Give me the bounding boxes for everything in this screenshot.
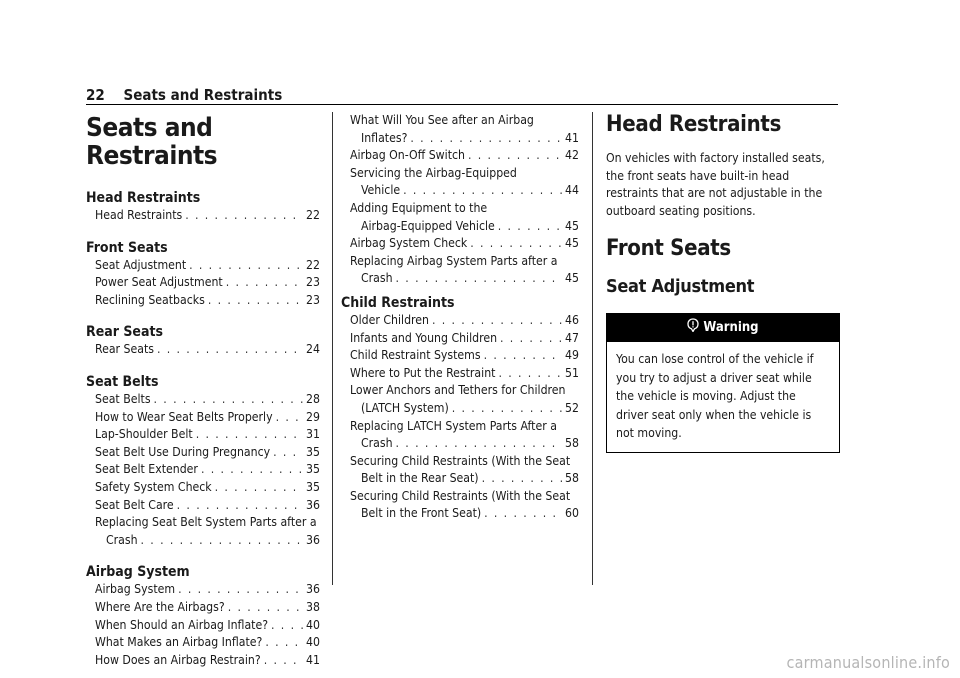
toc-entry-line bbox=[95, 391, 320, 409]
toc-entry-title-line: Lower Anchors and Tethers for Children bbox=[350, 383, 566, 398]
toc-entry-title: Inflates? bbox=[361, 130, 408, 145]
toc-entry-page: 60 bbox=[565, 506, 579, 521]
column-divider bbox=[592, 112, 593, 585]
toc-entry[interactable] bbox=[341, 365, 579, 383]
toc-entry[interactable] bbox=[86, 634, 320, 652]
toc-entry[interactable] bbox=[86, 341, 320, 359]
toc-entry-page: 45 bbox=[565, 271, 579, 286]
toc-leader-dots bbox=[228, 599, 303, 617]
toc-entry-line bbox=[95, 292, 320, 310]
toc-entry[interactable] bbox=[86, 581, 320, 599]
toc-leader-dots bbox=[265, 634, 303, 652]
toc-entry-line bbox=[350, 347, 579, 365]
toc-entry-title-line: What Will You See after an Airbag bbox=[350, 113, 534, 127]
toc-entry-page: 44 bbox=[565, 183, 579, 198]
toc-entry-page: 58 bbox=[565, 471, 579, 486]
toc-entry-line bbox=[95, 634, 320, 652]
page-number: 22 bbox=[86, 86, 105, 104]
toc-entry-line bbox=[350, 235, 579, 253]
toc-leader-dots bbox=[154, 391, 304, 409]
toc-section-heading: Airbag System bbox=[86, 564, 190, 581]
toc-entry-title: Belt in the Front Seat) bbox=[361, 506, 482, 521]
toc-leader-dots bbox=[410, 130, 562, 148]
toc-entry-line bbox=[350, 130, 579, 148]
toc-entry[interactable] bbox=[341, 488, 579, 523]
content-column bbox=[606, 112, 840, 453]
toc-entry[interactable] bbox=[86, 257, 320, 275]
toc-entry[interactable] bbox=[86, 497, 320, 515]
toc-entry[interactable] bbox=[86, 652, 320, 670]
toc-entry-title: Seat Belt Use During Pregnancy bbox=[95, 444, 271, 459]
toc-entry-page: 28 bbox=[306, 391, 320, 406]
toc-leader-dots bbox=[500, 330, 562, 348]
toc-entry-page: 22 bbox=[306, 208, 320, 222]
page-header bbox=[86, 86, 282, 104]
toc-entry-line bbox=[350, 470, 579, 488]
toc-entry-line bbox=[95, 426, 320, 444]
warning-label: Warning bbox=[703, 320, 759, 336]
toc-entry[interactable] bbox=[341, 165, 579, 200]
toc-entry-page: 24 bbox=[306, 342, 320, 357]
toc-leader-dots bbox=[196, 426, 303, 444]
toc-entry[interactable] bbox=[86, 274, 320, 292]
toc-leader-dots bbox=[498, 218, 562, 236]
toc-entries bbox=[341, 112, 579, 288]
toc-entry[interactable] bbox=[341, 330, 579, 348]
toc-leader-dots bbox=[177, 497, 303, 515]
toc-entry-title: Airbag On-Off Switch bbox=[350, 148, 465, 163]
toc-entry-line bbox=[350, 312, 579, 330]
watermark: carmanualsonline.info bbox=[786, 653, 950, 672]
toc-entry-title-line: Securing Child Restraints (With the Seat bbox=[350, 488, 571, 503]
toc-entry-page: 35 bbox=[306, 444, 320, 459]
toc-entry[interactable] bbox=[341, 312, 579, 330]
toc-entry-title: Airbag System Check bbox=[350, 236, 468, 251]
toc-entry-title: Rear Seats bbox=[95, 342, 154, 357]
toc-entry-title: Seat Belts bbox=[95, 391, 151, 406]
toc-entry-page: 46 bbox=[565, 312, 579, 327]
toc-leader-dots bbox=[396, 435, 563, 453]
toc-entry-title-line: Adding Equipment to the bbox=[350, 200, 488, 215]
toc-entry-page: 58 bbox=[565, 436, 579, 451]
toc-section-heading: Front Seats bbox=[86, 239, 168, 256]
toc-leader-dots bbox=[178, 581, 303, 599]
toc-entry-title: Child Restraint Systems bbox=[350, 348, 481, 363]
toc-leader-dots bbox=[468, 147, 562, 165]
toc-leader-dots bbox=[141, 532, 304, 550]
toc-entry-title: Where to Put the Restraint bbox=[350, 365, 496, 380]
toc-leader-dots bbox=[189, 257, 303, 275]
toc-entry[interactable] bbox=[86, 479, 320, 497]
warning-box bbox=[606, 313, 840, 453]
toc-entry-page: 36 bbox=[306, 582, 320, 597]
toc-entry-page: 41 bbox=[565, 130, 579, 145]
toc-leader-dots bbox=[157, 341, 303, 359]
toc-entry-title: Airbag-Equipped Vehicle bbox=[361, 218, 495, 233]
toc-leader-dots bbox=[215, 479, 303, 497]
toc-entry-line bbox=[95, 341, 320, 359]
toc-entry-title: Older Children bbox=[350, 312, 429, 327]
toc-entry-line bbox=[350, 505, 579, 523]
toc-entry-page: 23 bbox=[306, 292, 320, 307]
toc-entry-line bbox=[95, 207, 320, 225]
toc-entry[interactable] bbox=[86, 461, 320, 479]
toc-entry[interactable] bbox=[341, 347, 579, 365]
toc-entry[interactable] bbox=[86, 514, 320, 549]
toc-entry-title: Safety System Check bbox=[95, 479, 212, 494]
toc-entry-title: Power Seat Adjustment bbox=[95, 275, 223, 290]
toc-entry-line bbox=[350, 270, 579, 288]
toc-leader-dots bbox=[432, 312, 562, 330]
toc-section-heading: Child Restraints bbox=[341, 294, 455, 311]
toc-entry-line bbox=[350, 182, 579, 200]
toc-entry[interactable] bbox=[86, 444, 320, 462]
toc-leader-dots bbox=[482, 470, 562, 488]
toc-leader-dots bbox=[208, 292, 303, 310]
toc-section-heading: Rear Seats bbox=[86, 324, 163, 341]
toc-sections bbox=[341, 294, 579, 523]
toc-entry-title: Head Restraints bbox=[95, 208, 183, 222]
toc-entry[interactable] bbox=[341, 253, 579, 288]
toc-entry-line bbox=[95, 532, 320, 550]
toc-entry-page: 36 bbox=[306, 532, 320, 547]
column-divider bbox=[332, 112, 333, 585]
toc-leader-dots bbox=[470, 235, 562, 253]
toc-entry-line bbox=[350, 147, 579, 165]
toc-leader-dots bbox=[484, 347, 562, 365]
toc-entry-title-line: Replacing LATCH System Parts After a bbox=[350, 418, 557, 433]
toc-entry-line bbox=[95, 444, 320, 462]
toc-entry-title: Seat Adjustment bbox=[95, 257, 187, 272]
toc-section-heading: Head Restraints bbox=[86, 190, 201, 206]
toc-entry-page: 36 bbox=[306, 497, 320, 512]
toc-entry-line bbox=[95, 599, 320, 617]
toc-entry-title: Reclining Seatbacks bbox=[95, 292, 205, 307]
toc-leader-dots bbox=[498, 365, 562, 383]
toc-entry-line bbox=[350, 400, 579, 418]
toc-entry-line bbox=[95, 409, 320, 427]
toc-leader-dots bbox=[185, 207, 303, 225]
toc-entry-page: 40 bbox=[306, 635, 320, 650]
toc-leader-dots bbox=[273, 444, 303, 462]
toc-entry[interactable] bbox=[86, 207, 320, 225]
warning-header bbox=[607, 314, 839, 342]
toc-entry-line bbox=[95, 497, 320, 515]
toc-entry-title-line: Replacing Airbag System Parts after a bbox=[350, 253, 558, 268]
section-heading-front-seats: Front Seats bbox=[606, 236, 731, 262]
toc-entry-page: 35 bbox=[306, 479, 320, 494]
toc-entry-title: How to Wear Seat Belts Properly bbox=[95, 409, 273, 424]
toc-entry-title: What Makes an Airbag Inflate? bbox=[95, 635, 263, 650]
toc-entry-page: 51 bbox=[565, 365, 579, 380]
toc-entry[interactable] bbox=[86, 391, 320, 409]
warning-text: You can lose control of the vehicle if you try to adjust a driver seat while the vehicle is moving. Adjust the driver seat only when the vehicle is not moving. bbox=[616, 352, 814, 440]
toc-entry-title: How Does an Airbag Restrain? bbox=[95, 652, 261, 667]
toc-entry[interactable] bbox=[86, 292, 320, 310]
toc-entry-title: Infants and Young Children bbox=[350, 330, 498, 345]
toc-entry[interactable] bbox=[341, 453, 579, 488]
toc-entry-title: Crash bbox=[106, 532, 138, 547]
toc-entry-line bbox=[350, 330, 579, 348]
running-section-title: Seats and Restraints bbox=[123, 86, 283, 104]
toc-leader-dots bbox=[403, 182, 562, 200]
section-heading-head-restraints: Head Restraints bbox=[606, 112, 782, 137]
toc-column-2 bbox=[341, 112, 579, 523]
toc-entry-line bbox=[350, 435, 579, 453]
chapter-title: Seats and Restraints bbox=[86, 113, 218, 171]
toc-leader-dots bbox=[396, 270, 563, 288]
toc-entry-line bbox=[95, 652, 320, 670]
toc-entry-title: (LATCH System) bbox=[361, 400, 449, 415]
toc-entry-page: 42 bbox=[565, 148, 579, 163]
toc-entry-page: 40 bbox=[306, 617, 320, 632]
toc-entry-title-line: Servicing the Airbag-Equipped bbox=[350, 165, 517, 180]
warning-triangle-icon bbox=[687, 315, 699, 329]
toc-entry-line bbox=[95, 479, 320, 497]
toc-entry-title: Seat Belt Extender bbox=[95, 462, 198, 477]
toc-entry[interactable] bbox=[341, 200, 579, 235]
toc-entry-page: 49 bbox=[565, 348, 579, 363]
toc-entry-page: 23 bbox=[306, 275, 320, 290]
toc-entry-page: 52 bbox=[565, 400, 579, 415]
toc-column-1 bbox=[86, 112, 320, 669]
toc-entry-page: 38 bbox=[306, 599, 320, 614]
toc-entry-line bbox=[95, 274, 320, 292]
toc-entry-title: Vehicle bbox=[361, 183, 401, 198]
toc-entry-page: 45 bbox=[565, 218, 579, 233]
toc-entry-page: 35 bbox=[306, 462, 320, 477]
toc-entry-page: 45 bbox=[565, 236, 579, 251]
toc-entry-page: 22 bbox=[306, 257, 320, 272]
toc-entry[interactable] bbox=[86, 599, 320, 617]
toc-leader-dots bbox=[264, 652, 303, 670]
toc-entry[interactable] bbox=[341, 418, 579, 453]
toc-entry[interactable] bbox=[341, 112, 579, 147]
toc-sections bbox=[86, 189, 320, 669]
toc-section-heading: Seat Belts bbox=[86, 373, 159, 390]
subsection-heading-seat-adjustment: Seat Adjustment bbox=[606, 276, 755, 298]
toc-entry-title: Belt in the Rear Seat) bbox=[361, 471, 479, 486]
header-rule bbox=[86, 104, 838, 105]
toc-leader-dots bbox=[484, 505, 562, 523]
toc-entry-line bbox=[95, 461, 320, 479]
toc-leader-dots bbox=[452, 400, 562, 418]
toc-entry-page: 31 bbox=[306, 427, 320, 442]
toc-entry-title: Airbag System bbox=[95, 582, 176, 597]
head-restraints-paragraph: On vehicles with factory installed seats, the front seats have built-in head restraints that are not adjustable in the outboard seating positions. bbox=[606, 151, 825, 218]
toc-entry-title: Crash bbox=[361, 271, 393, 286]
toc-entry-title: Where Are the Airbags? bbox=[95, 599, 225, 614]
toc-entry-title: Seat Belt Care bbox=[95, 497, 174, 512]
toc-leader-dots bbox=[201, 461, 303, 479]
toc-entry-line bbox=[350, 365, 579, 383]
toc-leader-dots bbox=[226, 274, 303, 292]
toc-entry-page: 47 bbox=[565, 330, 579, 345]
toc-leader-dots bbox=[271, 617, 303, 635]
toc-entry-page: 41 bbox=[306, 652, 320, 667]
toc-entry-title-line: Securing Child Restraints (With the Seat bbox=[350, 453, 571, 468]
toc-entry[interactable] bbox=[341, 147, 579, 165]
toc-entry-title: Lap-Shoulder Belt bbox=[95, 427, 193, 442]
toc-entry-page: 29 bbox=[306, 409, 320, 424]
toc-entry-title: Crash bbox=[361, 436, 393, 451]
toc-entry-title-line: Replacing Seat Belt System Parts after a bbox=[95, 515, 317, 530]
toc-entry[interactable] bbox=[86, 426, 320, 444]
toc-entry[interactable] bbox=[341, 382, 579, 417]
toc-entry-line bbox=[350, 218, 579, 236]
toc-entry[interactable] bbox=[86, 409, 320, 427]
toc-entry[interactable] bbox=[341, 235, 579, 253]
toc-entry-line bbox=[95, 581, 320, 599]
toc-entry-line bbox=[95, 257, 320, 275]
toc-entry-line bbox=[95, 617, 320, 635]
toc-leader-dots bbox=[276, 409, 303, 427]
toc-entry-title: When Should an Airbag Inflate? bbox=[95, 617, 269, 632]
toc-entry[interactable] bbox=[86, 617, 320, 635]
